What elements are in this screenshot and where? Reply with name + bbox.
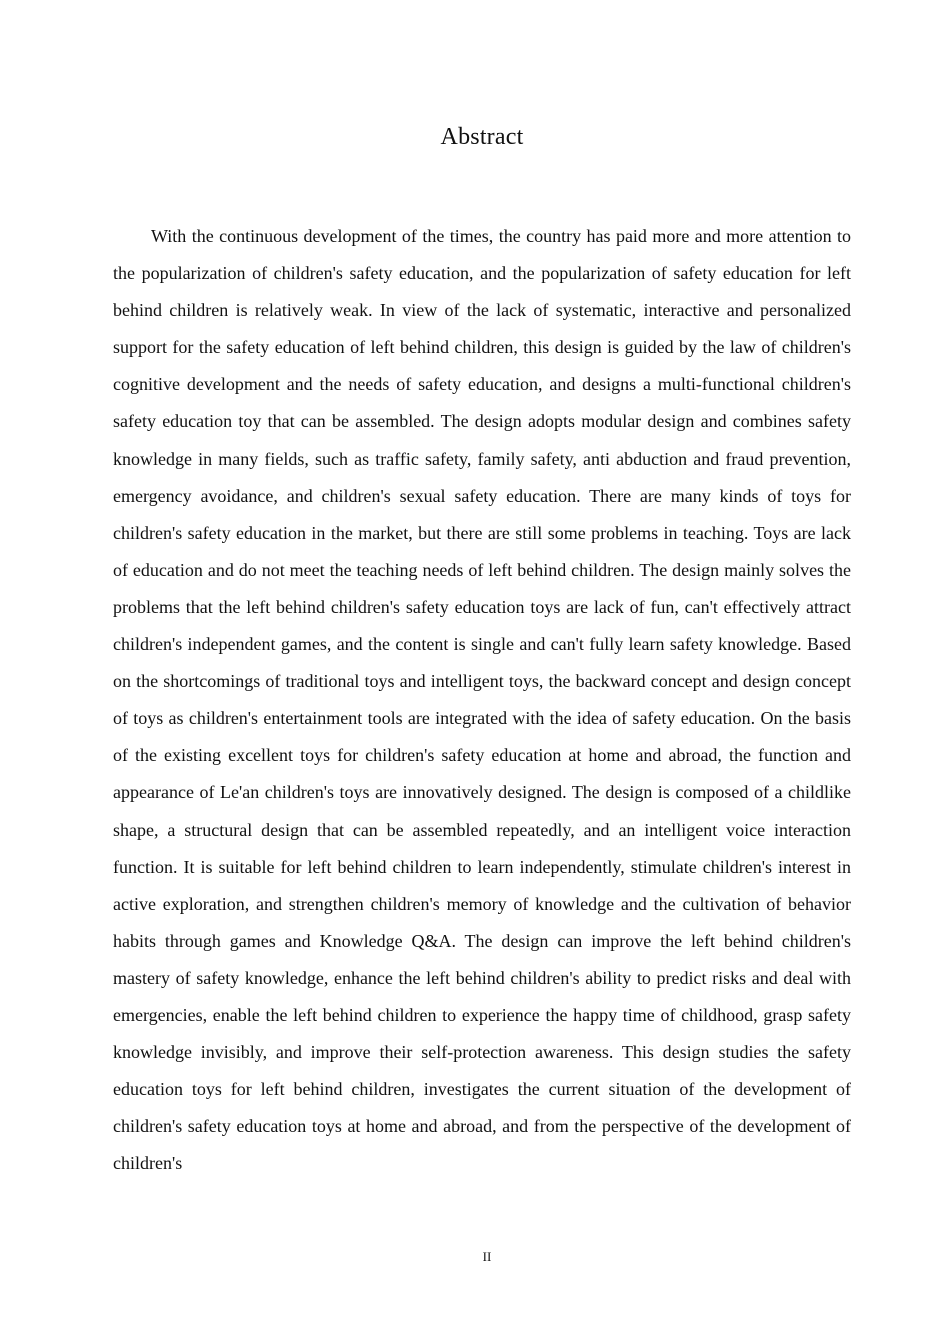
page-number: II [482, 1249, 492, 1264]
abstract-body: With the continuous development of the times, the country has paid more and more attention to the popularization of children's safety education, and the popularization of safety education for left behind children is relatively weak. In view of the lack of systematic, interactive and personalized support for the safety education of left behind children, this design is guided by the law of children's cognitive development and the needs of safety education, and designs a multi-functional children's safety education toy that can be assembled. The design adopts modular design and combines safety knowledge in many fields, such as traffic safety, family safety, anti abduction and fraud prevention, emergency avoidance, and children's sexual safety education. There are many kinds of toys for children's safety education in the market, but there are still some problems in teaching. Toys are lack of education and do not meet the teaching needs of left behind children. The design mainly solves the problems that the left behind children's safety education toys are lack of fun, can't effectively attract children's independent games, and the content is single and can't fully learn safety knowledge. Based on the shortcomings of traditional toys and intelligent toys, the backward concept and design concept of toys as children's entertainment tools are integrated with the idea of safety education. On the basis of the existing excellent toys for children's safety education at home and abroad, the function and appearance of Le'an children's toys are innovatively designed. The design is composed of a childlike shape, a structural design that can be assembled repeatedly, and an intelligent voice interaction function. It is suitable for left behind children to learn independently, stimulate children's interest in active exploration, and strengthen children's memory of knowledge and the cultivation of behavior habits through games and Knowledge Q&A. The design can improve the left behind children's mastery of safety knowledge, enhance the left behind children's ability to predict risks and deal with emergencies, enable the left behind children to experience the happy time of childhood, grasp safety knowledge invisibly, and improve their self-protection awareness. This design studies the safety education toys for left behind children, investigates the current situation of the development of children's safety education toys at home and abroad, and from the perspective of the development of children's [113, 226, 851, 1174]
abstract-title: Abstract [440, 124, 524, 150]
